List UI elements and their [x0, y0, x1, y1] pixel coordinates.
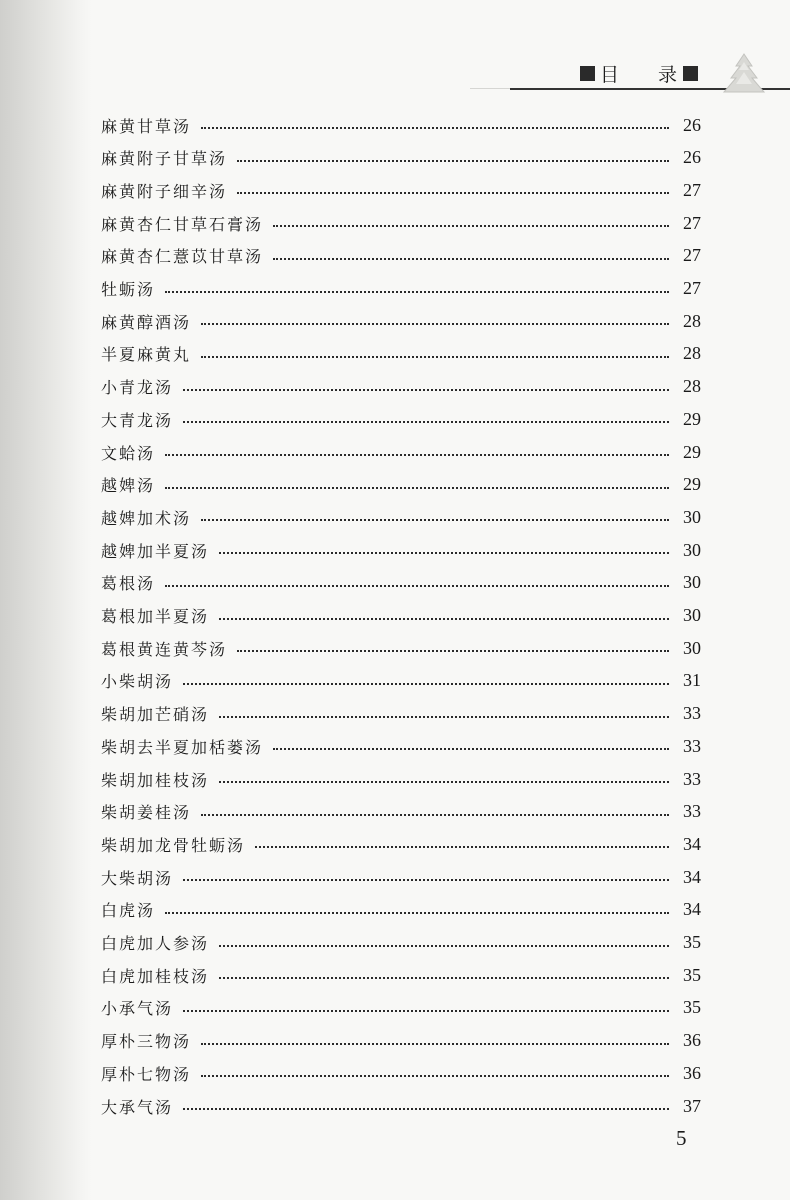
bleed-through-mark	[52, 344, 92, 364]
dot-leader	[183, 683, 669, 685]
dot-leader	[183, 879, 669, 881]
bleed-through-mark	[52, 377, 92, 397]
bleed-through-mark	[52, 900, 92, 920]
toc-entry-page: 26	[683, 114, 701, 135]
bleed-through-mark	[52, 834, 92, 854]
bleed-through-mark	[52, 965, 92, 985]
toc-entry-page: 35	[683, 964, 701, 985]
dot-leader	[219, 552, 669, 554]
page-number: 5	[676, 1126, 687, 1150]
header-faint-rule	[470, 44, 510, 89]
dot-leader	[165, 912, 669, 914]
bleed-through-mark	[52, 180, 92, 200]
toc-entry	[101, 570, 701, 596]
toc-entry	[101, 864, 701, 890]
toc-entry	[101, 406, 701, 432]
toc-entry	[101, 930, 701, 956]
toc-entry-page: 34	[683, 866, 701, 887]
toc-entry-title: 白虎加人参汤	[101, 934, 210, 953]
dot-leader	[237, 160, 669, 162]
toc-entry	[101, 308, 701, 334]
toc-entry-page: 27	[683, 179, 701, 200]
bleed-through-mark	[52, 802, 92, 822]
toc-entry-title: 半夏麻黄丸	[101, 345, 192, 365]
toc-entry-page: 31	[683, 670, 701, 691]
dot-leader	[183, 1010, 669, 1012]
toc-entry-title: 柴胡加龙骨牡蛎汤	[101, 835, 246, 855]
toc-entry	[101, 1060, 701, 1086]
toc-entry	[101, 472, 701, 498]
toc-entry-page: 35	[683, 932, 701, 952]
toc-entry-title: 麻黄杏仁薏苡甘草汤	[101, 247, 264, 267]
bleed-through-mark	[52, 1096, 92, 1116]
toc-entry-title: 厚朴三物汤	[101, 1032, 192, 1052]
bleed-through-mark	[52, 442, 92, 462]
dot-leader	[201, 814, 669, 816]
dot-leader	[219, 618, 669, 620]
toc-entry-page: 34	[683, 899, 701, 920]
toc-entry-title: 厚朴七物汤	[101, 1064, 192, 1084]
bleed-through-mark	[52, 507, 92, 527]
toc-entry-title: 葛根加半夏汤	[101, 607, 210, 626]
toc-entry-page: 30	[683, 637, 701, 658]
toc-entry	[101, 439, 701, 465]
toc-entry	[101, 766, 701, 792]
toc-entry-page: 28	[683, 343, 701, 364]
dot-leader	[165, 291, 669, 293]
toc-entry-page: 27	[683, 278, 701, 298]
toc-entry	[101, 799, 701, 825]
toc-entry-title: 大青龙汤	[101, 410, 174, 430]
dot-leader	[219, 716, 669, 718]
toc-entry	[101, 210, 701, 236]
dot-leader	[165, 585, 669, 587]
toc-entry-title: 柴胡加桂枝汤	[101, 770, 210, 790]
toc-entry-page: 33	[683, 768, 701, 789]
toc-entry-page: 36	[683, 1030, 701, 1051]
bleed-through-mark	[52, 246, 92, 266]
bleed-through-mark	[52, 867, 92, 887]
mountain-ornament-icon	[722, 52, 766, 94]
toc-entry-title: 大承气汤	[101, 1097, 174, 1117]
toc-entry	[101, 145, 701, 171]
toc-entry-title: 白虎汤	[101, 901, 156, 921]
toc-entry-page: 30	[683, 605, 701, 625]
dot-leader	[201, 127, 669, 129]
bleed-through-mark	[52, 638, 92, 658]
toc-entry	[101, 995, 701, 1021]
dot-leader	[273, 225, 669, 227]
toc-entry-page: 36	[683, 1062, 701, 1083]
toc-entry-title: 文蛤汤	[101, 443, 156, 463]
toc-entry-page: 29	[683, 474, 701, 495]
bleed-through-mark	[52, 540, 92, 560]
toc-entry-title: 越婢加术汤	[101, 508, 192, 528]
bleed-through-mark	[52, 704, 92, 724]
toc-entry-title: 小柴胡汤	[101, 672, 174, 692]
bleed-through-mark	[52, 573, 92, 593]
bleed-through-mark	[52, 475, 92, 495]
toc-entry-page: 33	[683, 703, 701, 724]
toc-entry-page: 26	[683, 147, 701, 168]
toc-entry-title: 柴胡去半夏加栝蒌汤	[101, 737, 264, 757]
page-title-left: 目	[600, 64, 621, 86]
toc-entry-page: 30	[683, 572, 701, 593]
toc-entry	[101, 1093, 701, 1119]
toc-entry	[101, 635, 701, 661]
toc-entry-page: 33	[683, 735, 701, 756]
bleed-through-mark	[52, 115, 92, 135]
toc-entry	[101, 962, 701, 988]
dot-leader	[273, 748, 669, 750]
page-title	[580, 60, 698, 87]
dot-leader	[219, 781, 669, 783]
dot-leader	[201, 1075, 669, 1077]
dot-leader	[237, 192, 669, 194]
toc-entry	[101, 668, 701, 694]
dot-leader	[165, 454, 669, 456]
dot-leader	[183, 1108, 669, 1110]
toc-entry-title: 麻黄附子甘草汤	[101, 149, 228, 169]
black-square-icon	[580, 66, 595, 81]
dot-leader	[201, 356, 669, 358]
bleed-through-mark	[52, 769, 92, 789]
toc-entry	[101, 897, 701, 923]
dot-leader	[201, 323, 669, 325]
toc-entry	[101, 341, 701, 367]
toc-entry-title: 大柴胡汤	[101, 868, 174, 888]
toc-entry-page: 34	[683, 833, 701, 854]
bleed-through-mark	[52, 998, 92, 1018]
toc-entry	[101, 603, 701, 629]
toc-entry-title: 麻黄甘草汤	[101, 116, 192, 136]
toc-entry-title: 白虎加桂枝汤	[101, 966, 210, 986]
bleed-through-mark	[52, 736, 92, 756]
dot-leader	[183, 421, 669, 423]
toc-entry-page: 29	[683, 441, 701, 462]
bleed-through-mark	[52, 213, 92, 233]
toc-entry	[101, 243, 701, 269]
bleed-through-mark	[52, 933, 92, 953]
dot-leader	[219, 977, 669, 979]
toc-entry-title: 小承气汤	[101, 999, 174, 1019]
dot-leader	[237, 650, 669, 652]
toc-entry-title: 葛根汤	[101, 574, 156, 594]
toc-entry-page: 29	[683, 408, 701, 429]
bleed-through-mark	[52, 409, 92, 429]
toc-entry	[101, 276, 701, 302]
toc-entry	[101, 701, 701, 727]
toc-entry-title: 小青龙汤	[101, 378, 174, 398]
dot-leader	[201, 519, 669, 521]
black-square-icon	[683, 66, 698, 81]
toc-entry	[101, 374, 701, 400]
toc-entry-title: 牡蛎汤	[101, 280, 156, 299]
toc-entry-page: 37	[683, 1095, 701, 1116]
dot-leader	[183, 389, 669, 391]
toc-entry	[101, 537, 701, 563]
dot-leader	[273, 258, 669, 260]
bleed-through-mark	[52, 148, 92, 168]
toc-entry-page: 28	[683, 376, 701, 397]
toc-entry-page: 27	[683, 245, 701, 266]
toc-entry-page: 30	[683, 506, 701, 527]
toc-entry	[101, 177, 701, 203]
toc-entry-page: 35	[683, 997, 701, 1018]
toc-entry-title: 越婢汤	[101, 476, 156, 496]
dot-leader	[165, 487, 669, 489]
toc-entry	[101, 831, 701, 857]
toc-entry-page: 27	[683, 212, 701, 233]
toc-entry-title: 越婢加半夏汤	[101, 541, 210, 561]
toc-entry-title: 柴胡加芒硝汤	[101, 705, 210, 725]
toc-entry-title: 麻黄附子细辛汤	[101, 181, 228, 201]
page-title-right: 录	[658, 64, 679, 86]
bleed-through-mark	[52, 311, 92, 331]
bleed-through-mark	[52, 1063, 92, 1083]
toc-entry-page: 33	[683, 801, 701, 822]
dot-leader	[219, 945, 669, 947]
dot-leader	[201, 1043, 669, 1045]
bleed-through-mark	[52, 279, 92, 299]
toc-entry	[101, 112, 701, 138]
toc-entry-page: 28	[683, 310, 701, 331]
toc-entry	[101, 733, 701, 759]
toc-entry-title: 麻黄杏仁甘草石膏汤	[101, 214, 264, 234]
dot-leader	[255, 846, 669, 848]
toc-entry	[101, 1028, 701, 1054]
toc-entry-page: 30	[683, 539, 701, 560]
toc-entry	[101, 504, 701, 530]
page-header	[470, 44, 790, 104]
toc-entry-title: 麻黄醇酒汤	[101, 312, 192, 332]
bleed-through-mark	[52, 606, 92, 626]
toc-entry-title: 葛根黄连黄芩汤	[101, 639, 228, 659]
bleed-through-mark	[52, 1031, 92, 1051]
toc-entry-title: 柴胡姜桂汤	[101, 803, 192, 823]
bleed-through-mark	[52, 671, 92, 691]
